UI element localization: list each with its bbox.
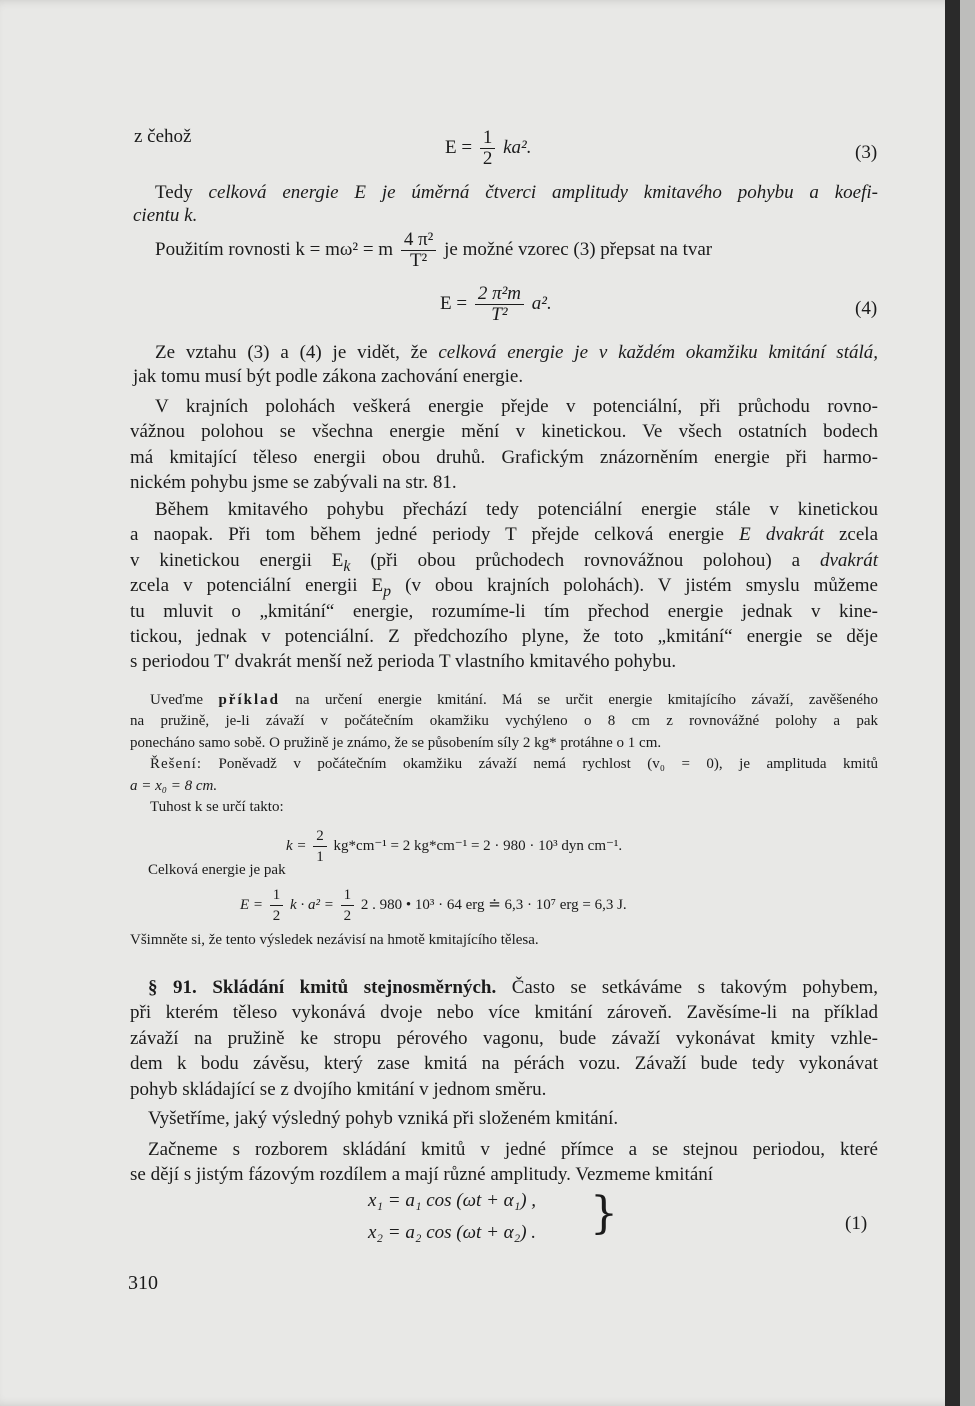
- energy-equation: [240, 885, 627, 926]
- k-eq-rhs: kg*cm⁻¹ = 2 kg*cm⁻¹ = 2 · 980 · 10³ dyn cm⁻¹.: [333, 837, 623, 854]
- eq3-num: 1: [480, 128, 496, 149]
- eq3-rhs: ka².: [503, 136, 532, 158]
- example-line2: na pružině, je-li závaží v počátečním okamžiku vychýleno o 8 cm z rovnovážné polohy a pak: [130, 713, 878, 730]
- para4-line3: v kinetickou energii $E_k$ (při obou průchodech rovnovážnou polohou) a dvakrát: [130, 549, 878, 575]
- example-line3: ponecháno samo sobě. O pružině je známo, že se působením síly 2 kg* protáhne o 1 cm.: [130, 734, 662, 751]
- use-line-num: 4 π²: [401, 230, 437, 251]
- paragraph-energy-proportional: [155, 180, 878, 205]
- section-title-line: § 91. Skládání kmitů stejnosměrných. Často se setkáváme s takovým pohybem,: [148, 977, 879, 998]
- example-note: Všimněte si, že tento výsledek nezávisí na hmotě kmitajícího tělesa.: [130, 932, 539, 948]
- page-number: 310: [128, 1272, 158, 1294]
- section-number: § 91.: [148, 977, 197, 998]
- eq4-num: 2 π²m: [475, 284, 524, 305]
- intro-text: z čehož: [134, 126, 192, 147]
- paragraph-composition: [130, 1137, 878, 1188]
- example-block: [130, 690, 878, 818]
- section-line3: závaží na pružině ke stropu pérového vagonu, bude závaží vykonávat kmity vzhle-: [130, 1027, 878, 1049]
- eq4-rhs: a².: [531, 292, 552, 314]
- system-brace: }: [590, 1188, 618, 1239]
- para6-line2: se dějí s jistým fázovým rozdílem a mají různé amplitudy. Vezmeme kmitání: [130, 1164, 714, 1186]
- e-eq-rhs: 2 . 980 • 10³ · 64 erg ≐ 6,3 · 10⁷ erg = 6,3 J.: [360, 896, 627, 913]
- para4-line7: s periodou T′ dvakrát menší než perioda T vlastního kmitavého pohybu.: [130, 651, 677, 673]
- k-eq-fraction: [313, 826, 327, 867]
- e-eq-num1: 1: [270, 885, 284, 906]
- eq4-fraction: [475, 284, 524, 325]
- eq4-tag: (4): [855, 298, 878, 319]
- equation-4: [440, 284, 552, 325]
- tuhost-line: Tuhost k se určí takto:: [150, 798, 284, 815]
- eq4-den: T²: [491, 304, 508, 325]
- section-91: [130, 975, 878, 1102]
- para2-line1: Ze vztahu (3) a (4) je vidět, že celková energie je v každém okamžiku kmitání stálá,: [155, 342, 878, 363]
- use-line-fraction: [401, 230, 437, 271]
- k-eq-lhs: k =: [286, 837, 307, 854]
- use-line-den: T²: [409, 250, 428, 271]
- para4-line5: tu mluvit o „kmitání“ energie, rozumíme-li tím přechod energie jednak v kine-: [130, 600, 878, 622]
- e-eq-fraction1: [270, 885, 284, 926]
- solution-line2: a = x₀ = 8 cm.: [130, 777, 218, 794]
- e-eq-den2: 2: [343, 908, 352, 924]
- para1-line1: Tedy celková energie E je úměrná čtverci amplitudy kmitavého pohybu a koefi-: [155, 182, 878, 203]
- para1-line2: cientu k.: [133, 205, 198, 226]
- para4-line4: zcela v potenciální energii $E_p$ (v obou krajních polohách). V jistém smyslu můžeme: [130, 575, 878, 600]
- system-x2: x₂ = a₂ cos (ωt + α₂) .: [368, 1222, 537, 1243]
- para3-line1: V krajních polohách veškerá energie přejde v potenciální, při průchodu rovno-: [155, 396, 878, 417]
- eq3-lhs: E =: [445, 136, 473, 158]
- e-eq-den1: 2: [272, 908, 281, 924]
- eq3-fraction: [480, 128, 496, 169]
- para3-line3: má kmitající těleso energii obou druhů. Grafickým znázorněním energie při harmo-: [130, 446, 878, 468]
- section-line4: dem k bodu závěsu, který zase kmitá na pérách vozu. Závaží bude tedy vykonávat: [130, 1053, 878, 1075]
- example-line1: Uveďme příklad na určení energie kmitání. Má se určit energie kmitajícího závaží, zavěšeného: [150, 692, 878, 708]
- para4-line2: a naopak. Při tom během jedné periody T přejde celková energie E dvakrát zcela: [130, 524, 879, 546]
- section-line5: pohyb skládající se z dvojího kmitání v jednom směru.: [130, 1078, 547, 1100]
- para3-line2: vážnou polohou se všechna energie mění v kinetickou. Ve všech ostatních bodech: [130, 421, 878, 443]
- k-equation: [286, 826, 622, 867]
- paragraph-extreme-positions: [130, 394, 878, 496]
- section-title: Skládání kmitů stejnosměrných.: [212, 977, 497, 998]
- use-equality-line: [155, 230, 712, 271]
- system-tag: (1): [845, 1213, 868, 1234]
- eq4-lhs: E =: [440, 292, 468, 314]
- section-line2: při kterém těleso vykonává dvoje nebo více kmitání zároveň. Zavěsíme-li na příklad: [130, 1002, 878, 1024]
- eq3-tag: (3): [855, 142, 878, 163]
- para6-line1: Začneme s rozborem skládání kmitů v jedné přímce a se stejnou periodou, které: [148, 1139, 878, 1160]
- paragraph-investigate: Vyšetříme, jaký výsledný pohyb vzniká při složeném kmitání.: [148, 1108, 619, 1129]
- system-x1: x₁ = a₁ cos (ωt + α₁) ,: [368, 1190, 537, 1211]
- para3-line4: nickém pohybu jsme se zabývali na str. 81.: [130, 472, 457, 494]
- k-eq-den: 1: [316, 849, 324, 865]
- solution-line1: Řešení: Poněvadž v počátečním okamžiku závaží nemá rychlost (v₀ = 0), je amplituda kmitů: [150, 756, 878, 773]
- use-line-a: Použitím rovnosti k = mω² = m: [155, 238, 394, 260]
- para4-line6: tickou, jednak v potenciální. Z předchozího plyne, že toto „kmitání“ energie se děje: [130, 625, 878, 647]
- e-eq-lhs: E =: [240, 896, 264, 913]
- e-eq-mid: k · a² =: [290, 896, 334, 913]
- e-eq-fraction2: [341, 885, 355, 926]
- k-eq-num: 2: [313, 826, 327, 847]
- paragraph-energy-constant: [155, 340, 878, 365]
- equation-3: [445, 128, 531, 169]
- paragraph-energy-oscillation: [130, 497, 878, 675]
- eq3-den: 2: [482, 148, 493, 169]
- para2-line2: jak tomu musí být podle zákona zachování energie.: [133, 366, 524, 387]
- use-line-b: je možné vzorec (3) přepsat na tvar: [444, 238, 713, 260]
- celkova-line: Celková energie je pak: [148, 862, 286, 878]
- e-eq-num2: 1: [341, 885, 355, 906]
- para4-line1: Během kmitavého pohybu přechází tedy potenciální energie stále v kinetickou: [155, 499, 878, 520]
